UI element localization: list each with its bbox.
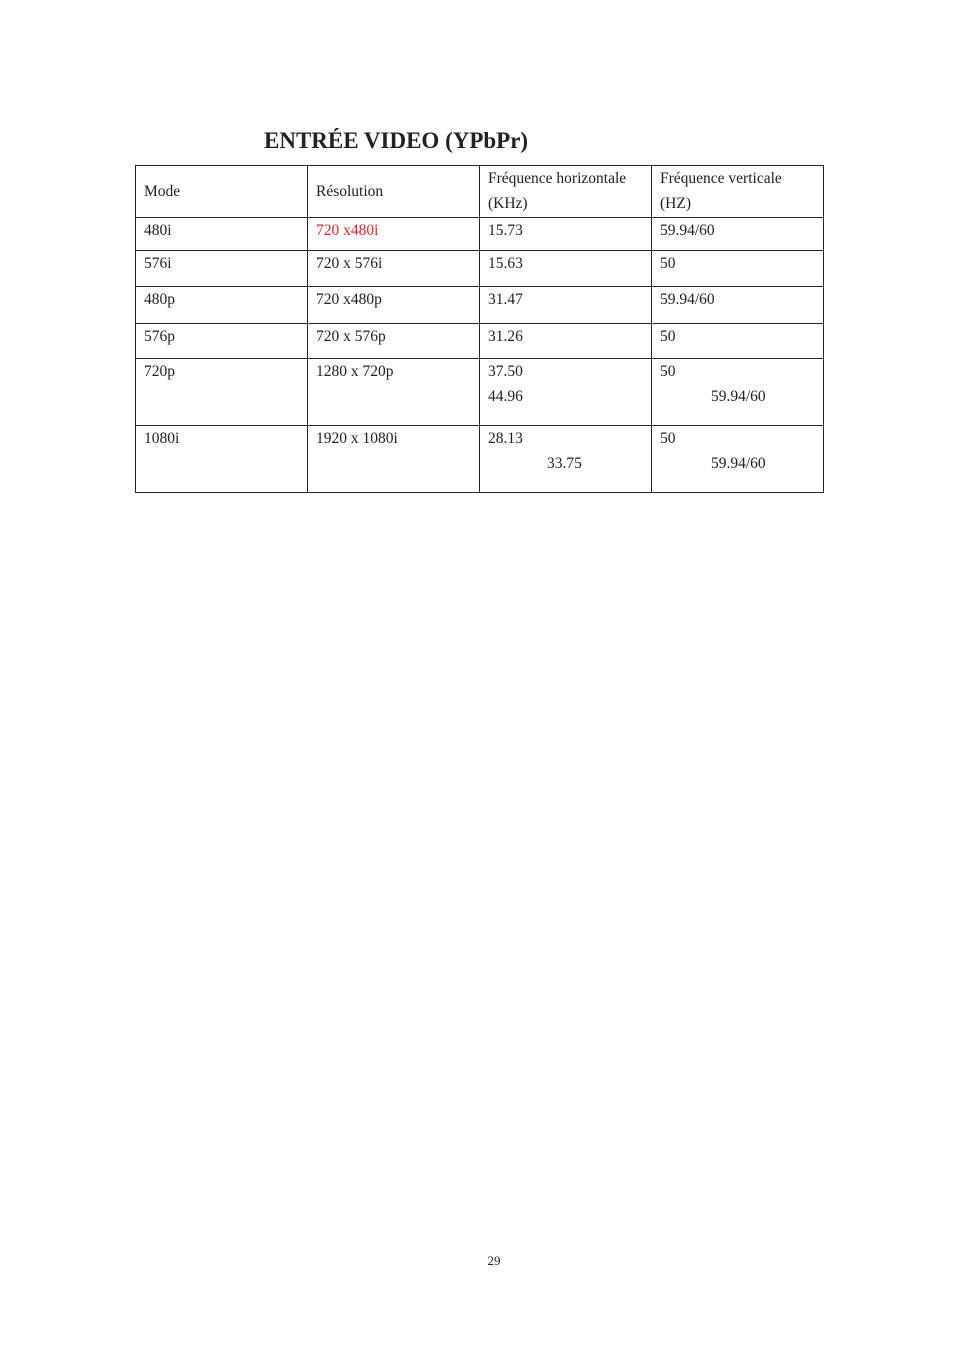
cell-mode: 720p xyxy=(136,359,308,426)
cell-vertical-frequency: 50 xyxy=(652,251,824,287)
table-row xyxy=(136,287,824,324)
cell-horizontal-frequency: 31.47 xyxy=(480,287,652,324)
video-input-table xyxy=(135,165,824,493)
cell-horizontal-frequency: 15.63 xyxy=(480,251,652,287)
cell-vertical-frequency: 59.94/60 xyxy=(652,218,824,251)
cell-vertical-frequency: 50 59.94/60 xyxy=(652,359,824,426)
page-title: ENTRÉE VIDEO (YPbPr) xyxy=(264,128,529,153)
table-row xyxy=(136,359,824,426)
cell-resolution: 1280 x 720p xyxy=(308,359,480,426)
cell-resolution: 720 x 576i xyxy=(308,251,480,287)
cell-vertical-frequency: 50 59.94/60 xyxy=(652,426,824,493)
table-row xyxy=(136,251,824,287)
page-number: 29 xyxy=(487,1253,501,1268)
header-mode: Mode xyxy=(136,166,308,218)
table-row xyxy=(136,324,824,359)
cell-horizontal-frequency: 31.26 xyxy=(480,324,652,359)
cell-horizontal-frequency: 15.73 xyxy=(480,218,652,251)
cell-horizontal-frequency: 28.13 33.75 xyxy=(480,426,652,493)
cell-resolution: 720 x480p xyxy=(308,287,480,324)
cell-vertical-frequency: 50 xyxy=(652,324,824,359)
cell-mode: 480i xyxy=(136,218,308,251)
table-header-row xyxy=(136,166,824,218)
table-row xyxy=(136,426,824,493)
cell-horizontal-frequency: 37.50 44.96 xyxy=(480,359,652,426)
header-vertical-frequency: Fréquence verticale (HZ) xyxy=(652,166,824,218)
header-resolution: Résolution xyxy=(308,166,480,218)
table-row xyxy=(136,218,824,251)
cell-mode: 576p xyxy=(136,324,308,359)
header-horizontal-frequency: Fréquence horizontale (KHz) xyxy=(480,166,652,218)
cell-vertical-frequency: 59.94/60 xyxy=(652,287,824,324)
cell-resolution: 720 x 576p xyxy=(308,324,480,359)
cell-resolution: 1920 x 1080i xyxy=(308,426,480,493)
cell-mode: 480p xyxy=(136,287,308,324)
cell-mode: 576i xyxy=(136,251,308,287)
cell-resolution: 720 x480i xyxy=(308,218,480,251)
cell-mode: 1080i xyxy=(136,426,308,493)
